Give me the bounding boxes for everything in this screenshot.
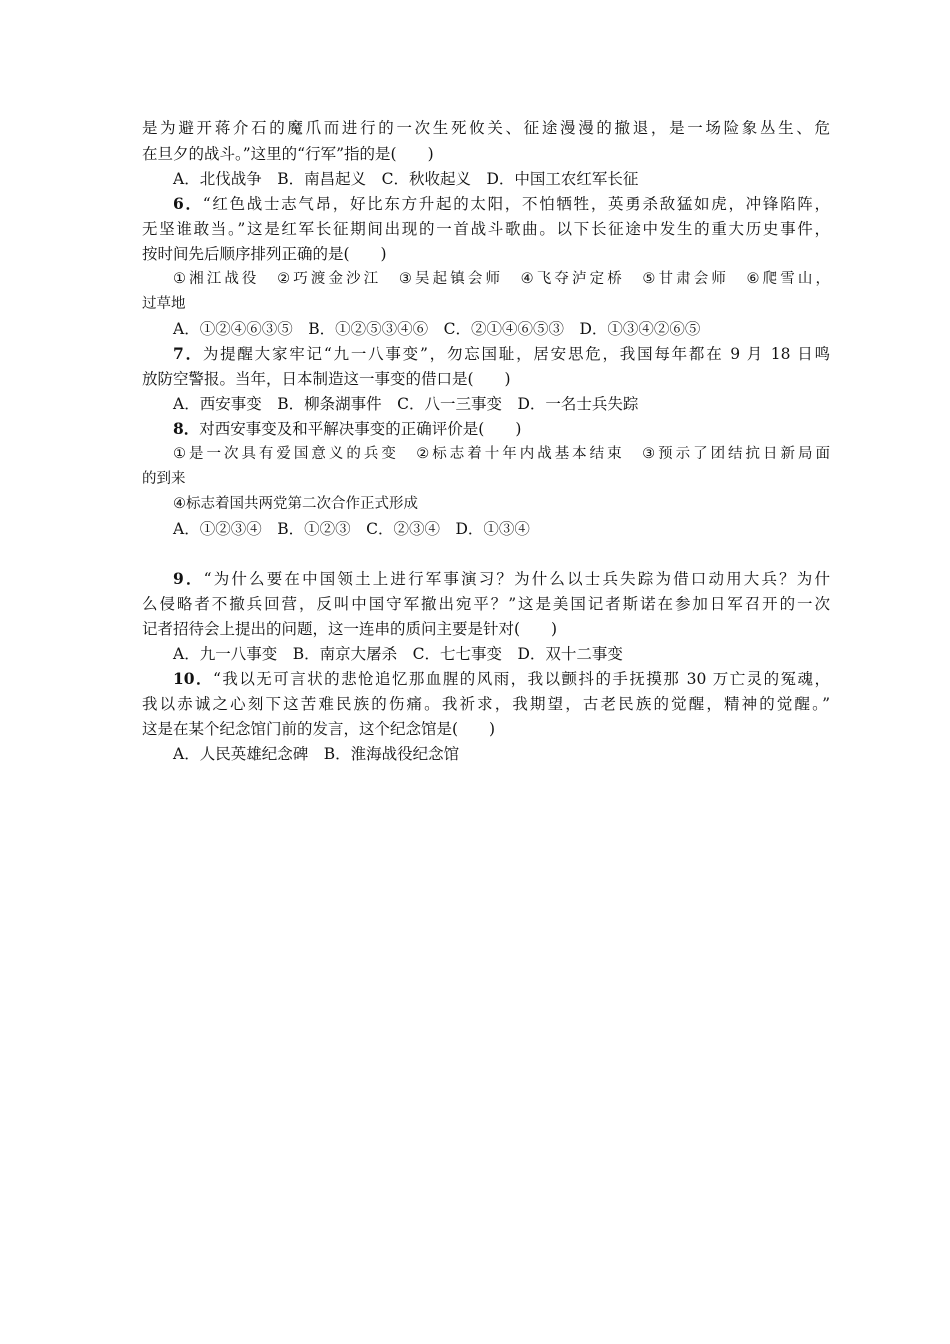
q8-statement-1: ①是一次具有爱国意义的兵变 ②标志着十年内战基本结束 ③预示了团结抗日新局面 (173, 446, 830, 462)
q6-text-1: “红色战士志气昂，好比东方升起的太阳，不怕牺牲，英勇杀敌猛如虎，冲锋陷阵， (202, 195, 830, 213)
q8-number: 8． (173, 419, 200, 438)
q10-number: 10． (173, 669, 213, 688)
q6-options: A．①②④⑥③⑤ B．①②⑤③④⑥ C．②①④⑥⑤③ D．①③④②⑥⑤ (173, 320, 701, 338)
q9-line-3: 记者招待会上提出的问题，这一连串的质问主要是针对( ) (142, 620, 558, 638)
q8-statement-3: ④标志着国共两党第二次合作正式形成 (173, 496, 418, 512)
q8-text-1: 对西安事变及和平解决事变的正确评价是( ) (199, 420, 522, 438)
q6-events-2: 过草地 (142, 296, 186, 312)
q7-text-1: 为提醒大家牢记“九一八事变”，勿忘国耻，居安思危，我国每年都在 9 月 18 日鸣 (202, 345, 830, 363)
q5-options: A．北伐战争 B．南昌起义 C．秋收起义 D．中国工农红军长征 (173, 170, 639, 188)
q6-line-2: 无坚谁敢当。”这是红军长征期间出现的一首战斗歌曲。以下长征途中发生的重大历史事件， (142, 220, 830, 238)
q9-line-2: 么侵略者不撤兵回营，反叫中国守军撤出宛平？”这是美国记者斯诺在参加日军召开的一次 (142, 595, 830, 613)
q7-line-2: 放防空警报。当年，日本制造这一事变的借口是( ) (142, 370, 511, 388)
q6-line-1 (173, 194, 830, 214)
q7-number: 7． (173, 344, 203, 363)
q6-events-1: ①湘江战役 ②巧渡金沙江 ③吴起镇会师 ④飞夺泸定桥 ⑤甘肃会师 ⑥爬雪山， (173, 271, 830, 287)
q10-line-2: 我以赤诚之心刻下这苦难民族的伤痛。我祈求，我期望，古老民族的觉醒，精神的觉醒。” (142, 695, 830, 713)
q7-line-1 (173, 344, 830, 364)
q6-line-3: 按时间先后顺序排列正确的是( ) (142, 245, 387, 263)
q6-number: 6． (173, 194, 203, 213)
q8-statement-2: 的到来 (142, 471, 186, 487)
q10-line-1 (173, 669, 830, 689)
q9-text-1: “为什么要在中国领土上进行军事演习？为什么以士兵失踪为借口动用大兵？为什 (203, 570, 830, 588)
q10-line-3: 这是在某个纪念馆门前的发言，这个纪念馆是( ) (142, 720, 496, 738)
q10-options: A．人民英雄纪念碑 B．淮海战役纪念馆 (173, 745, 460, 763)
q5-line-2: 在旦夕的战斗。”这里的“行军”指的是( ) (142, 145, 434, 163)
q8-line-1 (173, 419, 521, 439)
q10-text-1: “我以无可言状的悲怆追忆那血腥的风雨，我以颤抖的手抚摸那 30 万亡灵的冤魂， (213, 670, 830, 688)
q9-line-1 (173, 569, 830, 589)
q7-options: A．西安事变 B．柳条湖事件 C．八一三事变 D．一名士兵失踪 (173, 395, 639, 413)
q8-options: A．①②③④ B．①②③ C．②③④ D．①③④ (173, 520, 530, 538)
q9-options: A．九一八事变 B．南京大屠杀 C．七七事变 D．双十二事变 (173, 645, 623, 663)
q5-line-1: 是为避开蒋介石的魔爪而进行的一次生死攸关、征途漫漫的撤退，是一场险象丛生、危 (142, 119, 830, 137)
q9-number: 9． (173, 569, 204, 588)
